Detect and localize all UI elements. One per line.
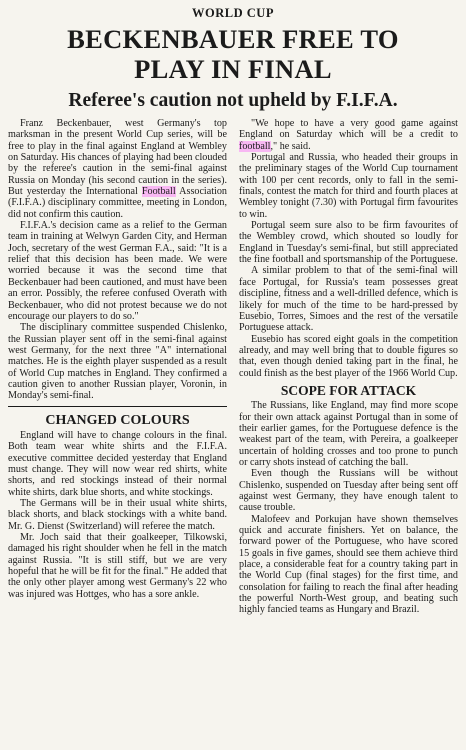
right-paragraph-2: Portugal and Russia, who headed their groups in the preliminary stages of the World Cup tournament with 100 per cent records, only to fall in the semi-finals, contest the match for third and fourth places at Wembley tonight (7.30) with Portugal firm favourites to win. (239, 152, 458, 220)
section-heading-scope-for-attack: SCOPE FOR ATTACK (280, 382, 417, 398)
left-paragraph-6: Mr. Joch said that their goalkeeper, Tilkowski, damaged his right shoulder when he fell in the match against Russia. "It is still stiff, but we are very hopeful that he will be fit for the final." He added that the only other player among west Germany's 22 who was injured was Hottges, who has a sore ankle. (8, 532, 227, 600)
right-paragraph-7: Even though the Russians will be without Chislenko, suspended on Tuesday after being sent off against west Germany, they have enough talent to cause trouble. (239, 468, 458, 514)
left-paragraph-1: Franz Beckenbauer, west Germany's top marksman in the present World Cup series, will be free to play in the final against England at Wembley on Saturday. His chances of playing had been clouded by the referee's caution in the semi-final against Russia on Monday (his second caution in the series). But yesterday the International Football Association (F.I.F.A.) disciplinary committee, meeting in London, did not confirm this caution. (8, 118, 227, 220)
headline-line-1: BECKENBAUER FREE TO (67, 24, 399, 54)
left-paragraph-5: The Germans will be in their usual white shirts, black shorts, and black stockings with a white band. Mr. G. Dienst (Switzerland) will referee the match. (8, 498, 227, 532)
article-columns (8, 118, 458, 616)
right-paragraph-1: "We hope to have a very good game against England on Saturday which will be a credit to football," he said. (239, 118, 458, 152)
right-column (239, 118, 458, 616)
left-paragraph-3: The disciplinary committee suspended Chislenko, the Russian player sent off in the semi-final against west Germany, for the next three "A" international matches. He is the eighth player suspended as a result of World Cup matches in England. They confirmed a caution given to another Russian player, Voronin, in Monday's semi-final. (8, 322, 227, 402)
section-kicker: WORLD CUP (192, 6, 274, 20)
right-paragraph-6: The Russians, like England, may find more scope for their own attack against Portugal than in some of their earlier games, for the Portuguese defence is the weakest part of the team, with Pereira, a goalkeeper uncertain of holding crosses and too prone to punch or carry shots instead of catching the ball. (239, 400, 458, 468)
right-paragraph-4: A similar problem to that of the semi-final will face Portugal, for Russia's team possesses great discipline, fitness and a well-drilled defence, which is likely for much of the time to be hard-pressed by Eusebio, Torres, Simoes and the rest of the versatile Portuguese attack. (239, 265, 458, 334)
highlighted-word: football (239, 140, 271, 152)
subheadline: Referee's caution not upheld by F.I.F.A. (68, 90, 398, 111)
headline-line-2: PLAY IN FINAL (134, 54, 332, 84)
left-column (8, 118, 227, 616)
highlighted-word: Football (141, 186, 176, 198)
right-paragraph-3: Portugal seem sure also to be firm favourites of the Wembley crowd, which shouted so loudly for England in Tuesday's semi-final, but still appreciated the fine football and sportsmanship of the Portuguese. (239, 220, 458, 266)
left-paragraph-4: England will have to change colours in the final. Both team wear white shirts and the F.I.F.A. executive committee decided yesterday that England must change. They will now wear red shirts, white shorts, and red stockings instead of their normal white shirts, dark blue shorts, and white stockings. (8, 429, 227, 498)
headline (8, 24, 458, 84)
right-paragraph-5: Eusebio has scored eight goals in the competition already, and may well bring that to double figures so that, even though denied taking part in the final, he could finish as the best player of the 1966 World Cup. (239, 333, 458, 379)
section-heading-changed-colours: CHANGED COLOURS (45, 412, 190, 428)
section-divider (8, 406, 227, 407)
right-paragraph-8: Malofeev and Porkujan have shown themselves quick and accurate finishers. Yet on balance, the forward power of the Portuguese, who have scored 15 goals in five games, should see them achieve third place, a considerable feat for a country taking part in the World Cup (final stages) for the first time, and consolation for failing to reach the final after heading the powerful North-West group, and beating such highly fancied teams as Hungary and Brazil. (239, 513, 458, 616)
left-paragraph-2: F.I.F.A.'s decision came as a relief to the German team in training at Welwyn Garden City, and Herman Joch, secretary of the west German F.A., said: "It is a relief that this decision has been made. We were worried because it was the second time that Beckenbauer had been cautioned, and must have been an error. Possibly, the referee confused Overath with Beckenbauer, who did not protest because we do not encourage our players to do so." (8, 220, 227, 322)
